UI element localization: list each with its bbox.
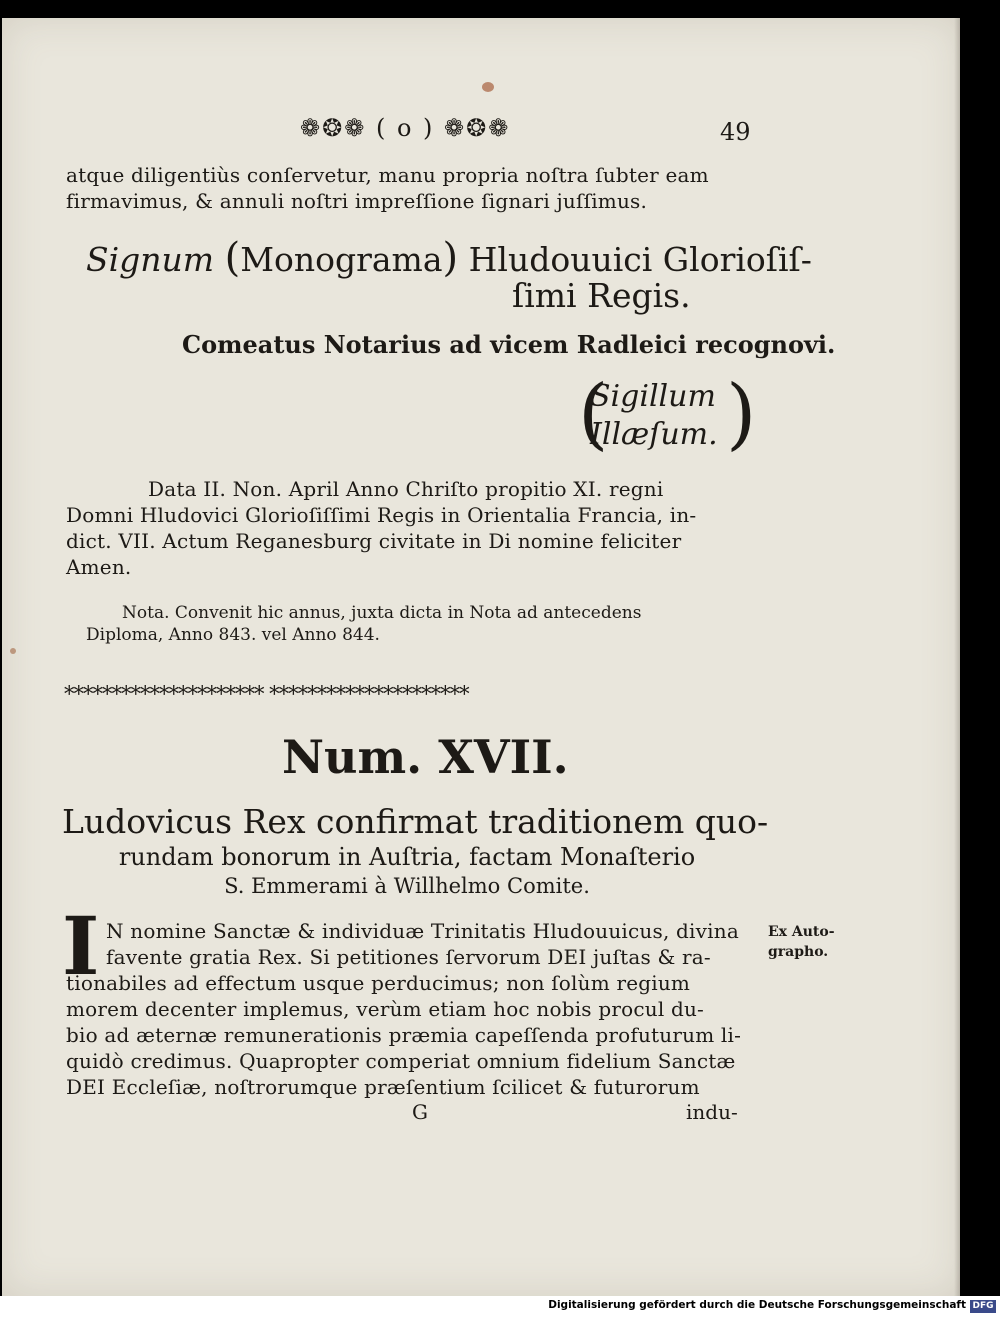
data-line-3: dict. VII. Actum Reganesburg civitate in Di nomine feliciter	[66, 529, 682, 553]
data-line-4: Amen.	[66, 555, 132, 579]
sigillum-bracket-left: (	[578, 369, 609, 459]
sigillum-text	[590, 378, 718, 454]
margin-note-line-1: Ex Auto-	[768, 924, 835, 940]
book-page	[2, 18, 960, 1296]
sigillum-bracket-right: )	[726, 369, 757, 459]
sigillum-line-2: Illæſum.	[590, 417, 718, 452]
catchword: indu-	[686, 1100, 738, 1124]
signum-name: Hludouuici Glorioſiſ-	[468, 240, 812, 279]
comeatus-line: Comeatus Notarius ad vicem Radleici recognovi.	[182, 330, 836, 359]
dfg-logo: DFG	[970, 1300, 996, 1313]
footer-credit: Digitalisierung gefördert durch die Deutsche Forschungsgemeinschaft	[548, 1299, 966, 1311]
asterisk-divider: ********************* *********************	[64, 682, 469, 706]
data-line-1: Data II. Non. April Anno Chriſto propitio XI. regni	[148, 477, 664, 501]
margin-note-line-2: grapho.	[768, 944, 829, 960]
signum-label: Signum	[86, 240, 215, 279]
document-title	[62, 802, 769, 900]
footer-bar	[0, 1296, 1000, 1318]
charter-line-7: DEI Eccleſiæ, noſtrorumque præſentium ſcilicet & futurorum	[66, 1075, 700, 1099]
title-line-3: S. Emmerami à Willhelmo Comite.	[224, 874, 590, 898]
ink-stain	[10, 648, 16, 654]
nota-line-2: Diploma, Anno 843. vel Anno 844.	[86, 625, 380, 645]
header-ornament: ❁❂❁ ( o ) ❁❂❁	[300, 114, 511, 142]
signum-line: Signum (Monograma) Hludouuici Glorioſiſ-	[86, 235, 812, 281]
ink-stain	[482, 82, 494, 92]
nota-line-1: Nota. Convenit hic annus, juxta dicta in Nota ad antecedens	[122, 603, 642, 623]
charter-line-3: tionabiles ad effectum usque perducimus; non ſolùm regium	[66, 971, 691, 995]
sigillum-line-1: Sigillum	[590, 379, 716, 414]
title-line-2: rundam bonorum in Auſtria, factam Monaſterio	[118, 843, 696, 871]
data-line-2: Domni Hludovici Glorioſiſſimi Regis in Orientalia Francia, in-	[66, 503, 697, 527]
charter-line-5: bio ad æternæ remunerationis præmia capeſſenda profuturum li-	[66, 1023, 742, 1047]
page-number: 49	[720, 118, 751, 146]
charter-line-2: favente gratia Rex. Si petitiones ſervorum DEI juſtas & ra-	[106, 945, 711, 969]
charter-line-4: morem decenter implemus, verùm etiam hoc nobis procul du-	[66, 997, 705, 1021]
title-line-1: Ludovicus Rex confirmat traditionem quo-	[62, 802, 769, 841]
number-heading: Num. XVII.	[282, 730, 569, 784]
charter-line-1: N nomine Sanctæ & individuæ Trinitatis Hludouuicus, divina	[106, 919, 739, 943]
drop-cap: I	[62, 899, 100, 993]
opening-line-2: firmavimus, & annuli noſtri impreſſione ſignari juſſimus.	[66, 189, 648, 213]
margin-note	[768, 922, 835, 962]
signum-line-2: ſimi Regis.	[512, 276, 691, 315]
signature-mark: G	[412, 1100, 428, 1124]
charter-line-6: quidò credimus. Quapropter comperiat omnium fidelium Sanctæ	[66, 1049, 736, 1073]
opening-line-1: atque diligentiùs conſervetur, manu propria noſtra ſubter eam	[66, 163, 709, 187]
page-edge-shadow	[954, 18, 960, 1296]
monogram-text: Monograma	[240, 240, 443, 279]
